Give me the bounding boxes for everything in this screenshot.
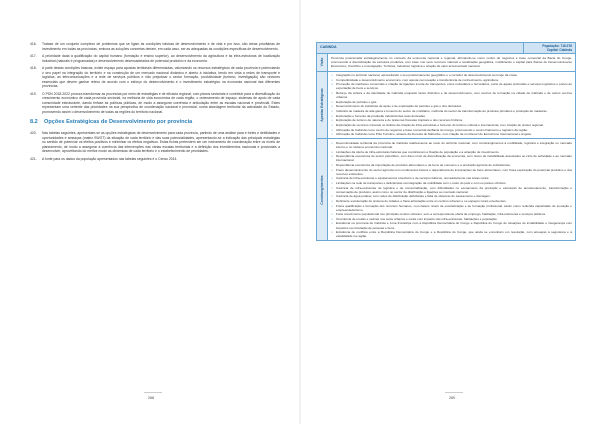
table-body <box>317 54 576 241</box>
bullet-item: ▪ Forte crescimento populacional nos principais centros urbanos, sem a correspondente oferta de emprego, habitação, infra-estruturas e serviços públicos. <box>331 212 572 216</box>
paragraph <box>30 42 280 51</box>
bullet-item: ▪ Deficiente estruturação do sistema de cidades e fraca articulação entre os centros urbanos e os espaços rurais envolventes. <box>331 199 572 203</box>
bullet-item: ▪ Indústria de madeira de alta gama e fomento do sector de mobiliário, melhoria do sector da transformação de produtos primários e produção de madeiras. <box>331 109 572 113</box>
bullet-item: ▪ Carência de infra-estruturas e equipamentos colectivos e de serviços básicos, nomeadamente nas áreas rurais. <box>331 176 572 180</box>
row-side-label <box>317 139 328 241</box>
row-side-label <box>317 54 328 72</box>
bullet-item: ▪ Desenvolvimento de indústrias de apoio e de exploração de petróleo e gás e dos derivados. <box>331 104 572 108</box>
paragraph <box>30 131 280 154</box>
bullet-item: ▪ Exploração e fomento da produção industrial das suas derivadas. <box>331 114 572 118</box>
row-content <box>328 54 576 72</box>
paragraph-text: A fonte para os dados da população apresentados nas tabelas seguintes é o Censo 2014. <box>42 156 178 161</box>
section-title: Opções Estratégicas de Desenvolvimento por província <box>44 119 193 125</box>
left-page <box>30 42 280 164</box>
bullet-item: ▪ Carência de infra-estruturas de logística e de comercialização, com dificuldades no escoamento da produção e estruturas de armazenamento, transformação e conservação de produtos, assim como no sector de distribuição e ligações ao mercado nacional. <box>331 186 572 194</box>
paragraph-number: 417. <box>30 54 37 58</box>
bullet-item: ▪ Carência de água potável, com redes de distribuição deficitárias e falta de sistemas de saneamento e drenagem. <box>331 194 572 198</box>
bullet-item: ▪ Descontinuidade territorial da província de Cabinda relativamente ao resto do território nacional, com constrangimentos à mobilidade, logística e integração no mercado interno e no sistema económico nacional. <box>331 141 572 149</box>
row-content <box>328 71 576 139</box>
section-heading <box>30 119 280 125</box>
paragraph-number: 416. <box>30 42 37 46</box>
bullet-item: ▪ Afirmação de Cabinda como Pólo Turístico, através da Floresta do Maiombe, com criação de um Resort de Ecoturismo Internacional e Angola. <box>331 132 572 136</box>
paragraph <box>30 54 280 63</box>
section-number: 8.2 <box>30 119 38 125</box>
paragraph-number: 420. <box>30 131 37 135</box>
row-side-text: Apostas Estratégicas <box>319 88 324 122</box>
bullet-item: ▪ Reforço da cultura e da identidade de Cabinda enquanto factor distintivo e de desenvolvimento, com centros de formação na cidade de Cabinda e de outros centros urbanos. <box>331 91 572 99</box>
bullet-item: ▪ Existência de conflitos entre a República Democrática do Congo e a República do Congo, que ainda se encontram em resolução, com ameaças à segurança e à estabilidade na região. <box>331 230 572 238</box>
page-number-rule-left <box>144 392 162 393</box>
bullet-item: ▪ Exploração de recursos minerais no âmbito da criação de infra-estruturas e fomento do turismo cultural e internacional, com criação de cluster regional. <box>331 123 572 127</box>
province-table <box>316 42 576 241</box>
row-paragraph: Província posicionada estrategicamente no contexto da economia nacional e regional, afirmando-se como centro de negócios e base comercial da Bacia do Congo, promovendo a diversificação da estrutura produtiva, com base nos seus recursos naturais e localização geográfica, mobilizando o capital para fileiras de Desenvolvimento Económico, Científico e Investigação. Turística, Industrial, logística e criação de valor acrescentado nacional. <box>331 55 572 68</box>
paragraph-text: A partir destas condições básicas, existe espaço para apostas territoriais diferenciadas, valorizando os recursos estratégicos de cada província e potenciando o seu papel na integração do território e na construção de um mercado nacional dinâmico e aberto à iniciativa, tendo em vista a redes de transporte e logística, as telecomunicações e a rede de serviços públicos e não prejudicar o sector formação, produtividade (turismo, investigação) são vectores essenciais que devem ganhar relevo de acordo com o esforço do desenvolvimento e o investimento estratégico na economia nacional das diferentes províncias. <box>42 66 280 88</box>
bullet-item: ▪ Limitações da oferta de infra-estruturas básicas que condicionam a fixação de população e a atracção de investimento. <box>331 150 572 154</box>
bullet-list <box>331 141 572 238</box>
bullet-list <box>331 73 572 136</box>
page-gutter <box>299 0 301 424</box>
paragraph-number: 418. <box>30 66 37 70</box>
paragraph-text: A prioridade dada à qualificação do capital humano (formação e ensino superior), ao desenvolvimento da agricultura e às infra-estruturas de localização industrial (naturais e programadas) e desenvolvimento desencadeiados de potencial produtivo e da economia. <box>42 54 280 63</box>
bullet-item: ▪ Dependência económica da importação de produtos alimentares e de bens de consumo e a produção agrícola de subsistência. <box>331 163 572 167</box>
bullet-item: ▪ Fraco desenvolvimento do sector agrícola com rendimentos baixos e dependência de importações de bens alimentares, com fraca exploração do potencial produtivo e dos recursos existentes. <box>331 168 572 176</box>
paragraph-text: O PDN 2018-2022 procura transformar as províncias por meio de estratégias e de eficácia regional, com planos sectoriais e contribuir para a diversificação do crescimento económico de cada província sectorial, na melhoria de vida económica de cada região, o ordenamento de espaço, sistemas de apoio de cada comunidade estruturante, dando ênfase às políticas públicas, de modo a assegurar coerência e articulação entre as escalas nacional e provincial. Estes representam uma vertente das prioridades na sua perspectiva de coordenação nacional e provincial, numa abordagem territorial da actividade do Estado, promovendo assim o desenvolvimento de todas as regiões do território nacional. <box>42 91 280 114</box>
bullet-item: ▪ Existência na província de Cabinda e zona fronteiriça com a República Democrática do Congo e República do Congo de situações de instabilidade e insegurança com impactos na circulação de pessoas e bens. <box>331 221 572 229</box>
paragraph <box>30 66 280 89</box>
page-number-right: 269 <box>449 396 455 400</box>
bullet-item: ▪ Promoção de interfaces comerciais e criação de ligações à rede de transportes, eixos rodoviários e ferroviários, porto de águas profundas e serviços logísticos e portos de exportação de bens e serviços. <box>331 82 572 90</box>
bullet-item: ▪ Limitações na rede de transportes e deficiências na integração da mobilidade com o resto do país e com os países vizinhos. <box>331 181 572 185</box>
paragraphs-top <box>30 42 280 114</box>
paragraph <box>30 157 280 162</box>
paragraph <box>30 92 280 115</box>
capital-label: Capital: Cabinda <box>546 48 572 53</box>
page-number-rule-right <box>445 392 463 393</box>
paragraph-text: Nas tabelas seguintes, apresentam-se as opções estratégicas de desenvolvimento para cada província, partindo de uma análise para e fortes e debilidades e oportunidades e ameaças (matriz SWOT) da situação de cada território e das suas potencialidades, apresentando-se a indicação das principais estratégias no sentido de potenciar os efeitos positivos e minimizar os efeitos negativos. Estas fichas pretendem ser um instrumento de coordenação entre os níveis de planeamento, de modo a assegurar a coerência das intervenções nas várias escalas territoriais e a definição dos investimentos nacionais e provinciais a desenvolver, aproveitando do melhor modo as dinâmicas de cada território e o estabelecimento de prioridades. <box>42 131 280 153</box>
bullet-item: ▪ Integração no território nacional, aproveitando o seu posicionamento geográfico e o corredor de desenvolvimento ao longo da costa. <box>331 73 572 77</box>
paragraph-text: Tratase de um conjunto complexo de problemas que se ligam às condições básicas de desenvolvimento e de vida e por isso, são áreas prioritárias de investimento em todas as províncias, embora as soluções concretas deriam, em cada caso, ser as adequadas às condições específicas de desenvolvimento. <box>42 42 280 51</box>
table-row <box>317 54 576 72</box>
population-label: População: 716.076 <box>542 44 572 48</box>
bullet-item: ▪ Fraca qualificação e formação dos recursos humanos, com baixos níveis de escolarização e de formação profissional, assim como reduzida capacidade de inovação e empreendedorismo. <box>331 204 572 212</box>
bullet-item: ▪ Competitividade e desenvolvimento económico, com aposta na inovação e transferência de conhecimento, agricultura. <box>331 78 572 82</box>
province-meta <box>524 43 576 54</box>
row-side-text: Visão <box>319 57 324 67</box>
paragraphs-bottom <box>30 131 280 161</box>
row-side-label <box>317 71 328 139</box>
paragraph-number: 421. <box>30 156 37 161</box>
province-name: CABINDA <box>317 43 524 54</box>
row-side-text: Constrangimentos <box>319 175 324 205</box>
bullet-item: ▪ Ocorrência de erosão e ravinas nos solos urbanos e rurais com impacto nas infra-estruturas, habitações e população. <box>331 217 572 221</box>
right-page <box>316 42 576 241</box>
bullet-item: ▪ Exploração de turismo de natureza e de praia nas florestas tropicais e dos recursos hídricos. <box>331 118 572 122</box>
table-row <box>317 71 576 139</box>
page-number-left: 268 <box>148 396 154 400</box>
bullet-item: ▪ Exploração de petróleo e gás. <box>331 100 572 104</box>
table-header-row <box>317 43 576 54</box>
bullet-item: ▪ Afirmação de Cabinda como centro de negócios e base comercial da Bacia do Congo, promovendo o centro financeiro e logístico da região. <box>331 128 572 132</box>
paragraph-number: 419. <box>30 91 37 96</box>
bullet-item: ▪ Dependência económica do sector petrolífero, com fraco nível de diversificação da economia, com riscos de instabilidade associados ao ciclo de actividade e ao mercado internacional. <box>331 154 572 162</box>
table-row <box>317 139 576 241</box>
row-content <box>328 139 576 241</box>
